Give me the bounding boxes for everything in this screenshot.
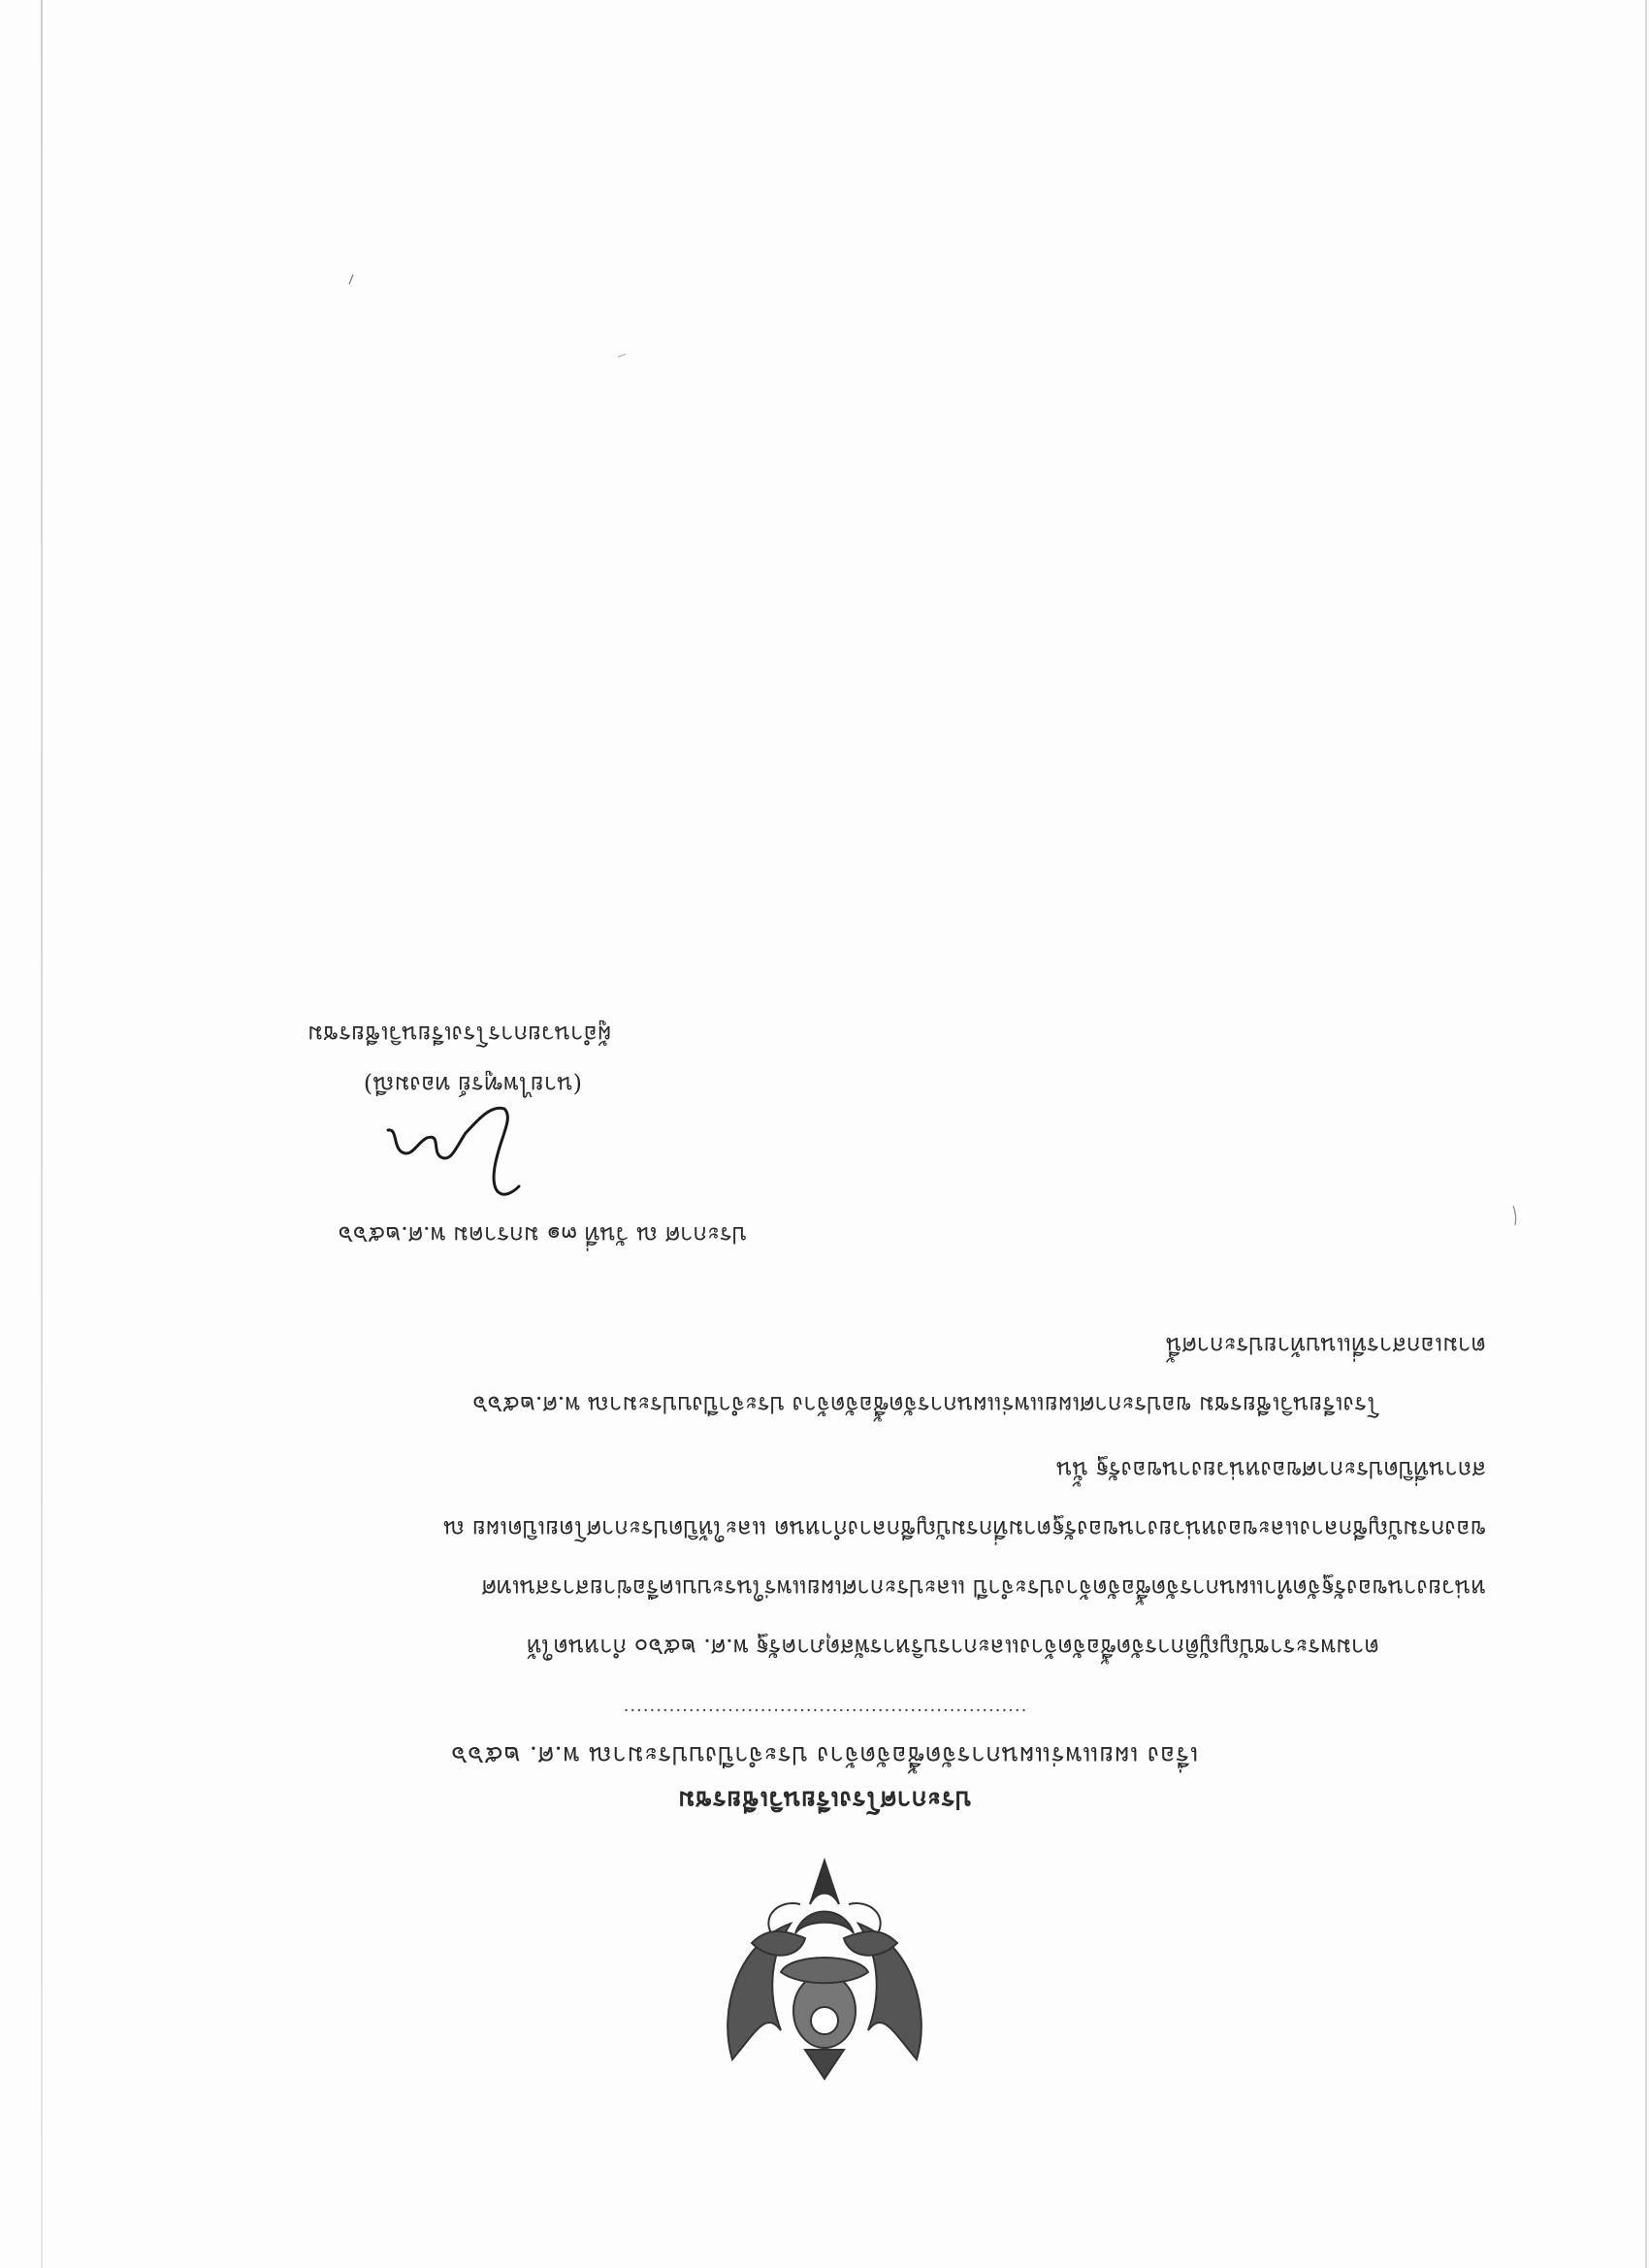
- paragraph-line: ของกรมบัญชีกลางและของหน่วยงานของรัฐตามที่กรมบัญชีกลางกำหนด และให้ปิดประกาศโดยเปิดเผย ณ: [442, 1515, 1486, 1542]
- announcement-date: ประกาศ ณ วันที่ ๓๑ มกราคม พ.ศ.๒๕๖๖: [338, 1221, 747, 1248]
- separator-dots: ..............................................................: [622, 1704, 1027, 1725]
- signature-mark: [378, 1099, 534, 1206]
- signer-name: (นายไพฑูรย์ ทองมณี): [363, 1071, 582, 1098]
- paragraph-line: ตามเอกสารที่แนบท้ายประกาศนี้: [1166, 1332, 1486, 1359]
- garuda-emblem-icon: [713, 1856, 936, 2098]
- paragraph-1: [163, 1440, 1486, 1676]
- paragraph-line: โรงเรียนวิเชียรชม ขอประกาศเผยแพร่แผนการจัดซื้อจัดจ้าง ประจำปีงบประมาณ พ.ศ.๒๕๖๖: [472, 1391, 1379, 1418]
- paragraph-line: หน่วยงานของรัฐจัดทำแผนการจัดซื้อจัดจ้างประจำปี และประกาศเผยแพร่ในระบบเครือข่ายสารสนเทศ: [481, 1574, 1486, 1602]
- paragraph-line: ตามพระราชบัญญัติการจัดซื้อจัดจ้างและการบริหารพัสดุภาครัฐ พ.ศ. ๒๕๖๐ กำหนดให้: [526, 1634, 1379, 1661]
- paragraph-line: สถานที่ปิดประกาศของหน่วยงานของรัฐ นั้น: [1056, 1456, 1486, 1483]
- paragraph-2: [163, 1315, 1486, 1434]
- signer-position: ผู้อำนวยการโรงเรียนวิเชียรชม: [307, 1021, 611, 1048]
- document-subject: เรื่อง เผยแพร่แผนการจัดซื้อจัดจ้าง ประจำปีงบประมาณ พ.ศ. ๒๕๖๖: [450, 1740, 1199, 1769]
- organization-title: ประกาศโรงเรียนวิเชียรชม: [677, 1785, 972, 1814]
